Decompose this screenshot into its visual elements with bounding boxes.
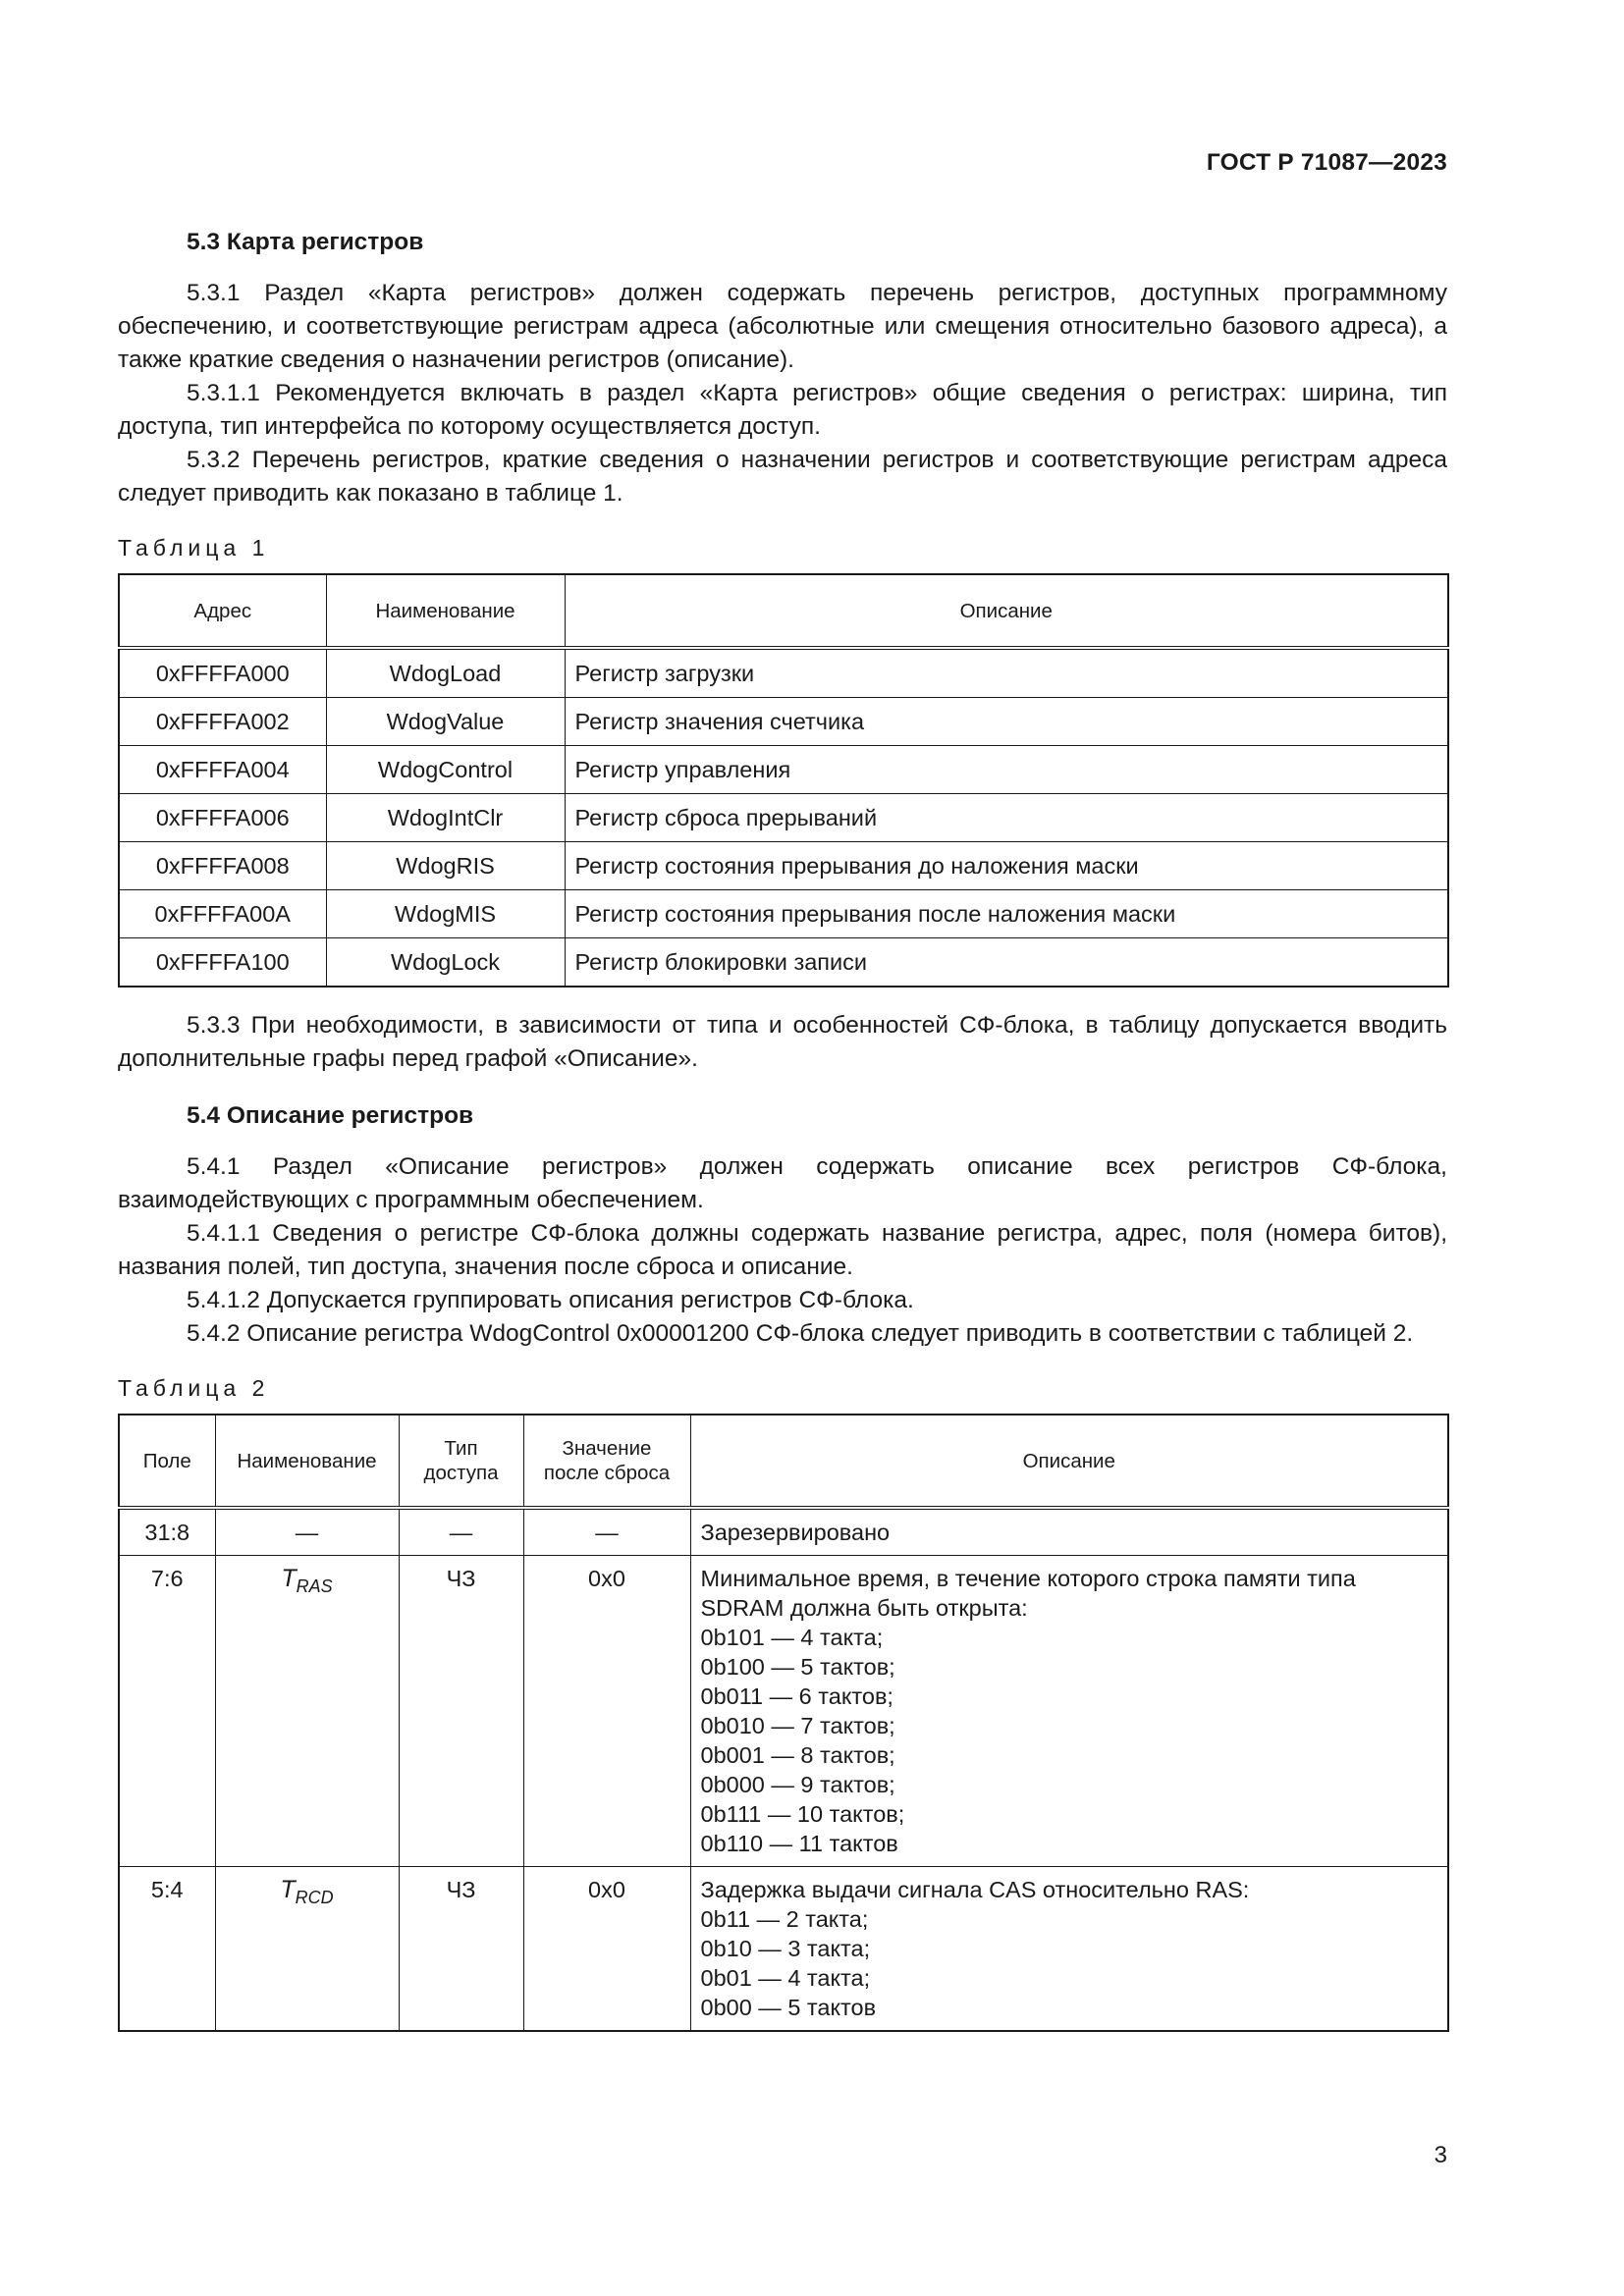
- table-2-label: Таблица 2: [118, 1375, 270, 1401]
- cell-access-type: ЧЗ: [399, 1556, 523, 1867]
- paragraph-5-4-1-1: 5.4.1.1 Сведения о регистре СФ-блока должны содержать название регистра, адрес, поля (номера битов), названия полей, тип доступа, значения после сброса и описание.: [118, 1220, 1447, 1280]
- table-1-body: [119, 648, 1448, 987]
- cell-name: [215, 1867, 399, 2032]
- table-1-header-row: [119, 574, 1448, 648]
- description-line: 0b01 — 4 такта;: [700, 1965, 871, 1991]
- cell-name: WdogLoad: [326, 648, 565, 698]
- paragraph-5-3-2: 5.3.2 Перечень регистров, краткие сведения о назначении регистров и соответствующие регистрам адреса следует приводить как показано в таблице 1.: [118, 447, 1447, 507]
- cell-address: 0xFFFFA100: [119, 938, 326, 988]
- table-2: [118, 1414, 1449, 2032]
- cell-field: 5:4: [119, 1867, 215, 2032]
- description-line: 0b111 — 10 тактов;: [700, 1801, 905, 1827]
- cell-name: WdogLock: [326, 938, 565, 988]
- column-header-access-type: [399, 1415, 523, 1508]
- paragraph-5-3-1: 5.3.1 Раздел «Карта регистров» должен содержать перечень регистров, доступных программному обеспечению, и соответствующие регистрам адреса (абсолютные или смещения относительно базового адреса), а также краткие сведения о назначении регистров (описание).: [118, 280, 1447, 373]
- cell-access-type: ЧЗ: [399, 1867, 523, 2032]
- cell-description: Регистр значения счетчика: [565, 698, 1448, 746]
- table-2-header-row: [119, 1415, 1448, 1508]
- page-number: 3: [1434, 2142, 1447, 2168]
- cell-address: 0xFFFFA008: [119, 842, 326, 890]
- column-header-reset-value: [523, 1415, 690, 1508]
- table-row: [119, 648, 1448, 698]
- cell-field: 31:8: [119, 1508, 215, 1556]
- symbol-subscript: RCD: [295, 1888, 334, 1907]
- description-line: 0b101 — 4 такта;: [700, 1625, 884, 1650]
- field-symbol: [281, 1565, 333, 1596]
- description-line: SDRAM должна быть открыта:: [700, 1595, 1028, 1621]
- document-id: ГОСТ Р 71087—2023: [1206, 149, 1447, 176]
- cell-name: WdogMIS: [326, 890, 565, 938]
- cell-name: [215, 1508, 399, 1556]
- cell-description: [690, 1867, 1448, 2032]
- description-line: Зарезервировано: [700, 1520, 891, 1545]
- cell-address: 0xFFFFA000: [119, 648, 326, 698]
- column-header-field: Поле: [119, 1415, 215, 1508]
- cell-name: WdogRIS: [326, 842, 565, 890]
- description-line: 0b10 — 3 такта;: [700, 1936, 871, 1961]
- cell-description: Регистр состояния прерывания после наложения маски: [565, 890, 1448, 938]
- cell-access-type: —: [399, 1508, 523, 1556]
- column-header-address: Адрес: [119, 574, 326, 648]
- section-heading-5-3: 5.3 Карта регистров: [187, 229, 424, 255]
- table-row: [119, 698, 1448, 746]
- table-row: [119, 890, 1448, 938]
- cell-description: Регистр сброса прерываний: [565, 794, 1448, 842]
- cell-name: WdogIntClr: [326, 794, 565, 842]
- cell-reset-value: 0x0: [523, 1556, 690, 1867]
- description-line: 0b001 — 8 тактов;: [700, 1742, 895, 1768]
- table-1-label: Таблица 1: [118, 535, 270, 561]
- table-row: [119, 794, 1448, 842]
- cell-description: Регистр управления: [565, 746, 1448, 794]
- symbol-subscript: RAS: [296, 1576, 333, 1596]
- content: [118, 226, 1447, 2032]
- column-header-name: Наименование: [215, 1415, 399, 1508]
- header-line: Значение: [562, 1437, 652, 1460]
- field-symbol: [280, 1876, 334, 1907]
- paragraph-5-4-1: 5.4.1 Раздел «Описание регистров» должен содержать описание всех регистров СФ-блока, взаимодействующих с программным обеспечением.: [118, 1153, 1447, 1213]
- description-line: 0b00 — 5 тактов: [700, 1995, 877, 2020]
- table-row: [119, 938, 1448, 988]
- description-line: 0b011 — 6 тактов;: [700, 1683, 893, 1709]
- cell-field: 7:6: [119, 1556, 215, 1867]
- description-line: 0b110 — 11 тактов: [700, 1831, 898, 1856]
- description-line: 0b010 — 7 тактов;: [700, 1713, 895, 1738]
- description-line: 0b100 — 5 тактов;: [700, 1654, 895, 1680]
- table-1: [118, 573, 1449, 988]
- description-line: 0b11 — 2 такта;: [700, 1906, 869, 1932]
- paragraph-5-4-2: 5.4.2 Описание регистра WdogControl 0x00001200 СФ-блока следует приводить в соответствии с таблицей 2.: [187, 1320, 1414, 1347]
- cell-reset-value: —: [523, 1508, 690, 1556]
- cell-name: WdogControl: [326, 746, 565, 794]
- section-heading-5-4: 5.4 Описание регистров: [187, 1102, 474, 1129]
- table-row: [119, 746, 1448, 794]
- symbol-base: T: [281, 1565, 297, 1592]
- paragraph-5-4-1-2: 5.4.1.2 Допускается группировать описания регистров СФ-блока.: [187, 1287, 914, 1313]
- description-line: Задержка выдачи сигнала CAS относительно RAS:: [700, 1877, 1250, 1902]
- table-row: [119, 1508, 1448, 1556]
- cell-address: 0xFFFFA006: [119, 794, 326, 842]
- header-line: Тип: [444, 1437, 478, 1460]
- cell-description: [690, 1508, 1448, 1556]
- description-line: 0b000 — 9 тактов;: [700, 1772, 895, 1797]
- cell-description: [690, 1556, 1448, 1867]
- description-line: Минимальное время, в течение которого строка памяти типа: [700, 1566, 1356, 1591]
- header-line: после сброса: [543, 1462, 671, 1484]
- cell-reset-value: 0x0: [523, 1867, 690, 2032]
- table-2-body: [119, 1508, 1448, 2031]
- header-line: доступа: [423, 1462, 499, 1484]
- cell-address: 0xFFFFA002: [119, 698, 326, 746]
- cell-name: [215, 1556, 399, 1867]
- column-header-description: Описание: [690, 1415, 1448, 1508]
- paragraph-5-3-1-1: 5.3.1.1 Рекомендуется включать в раздел «Карта регистров» общие сведения о регистрах: ширина, тип доступа, тип интерфейса по которому осуществляется доступ.: [118, 380, 1447, 440]
- cell-description: Регистр блокировки записи: [565, 938, 1448, 988]
- table-row: [119, 1867, 1448, 2032]
- cell-description: Регистр загрузки: [565, 648, 1448, 698]
- symbol-base: T: [280, 1876, 296, 1903]
- paragraph-5-3-3: 5.3.3 При необходимости, в зависимости от типа и особенностей СФ-блока, в таблицу допускается вводить дополнительные графы перед графой «Описание».: [118, 1012, 1447, 1072]
- column-header-name: Наименование: [326, 574, 565, 648]
- table-row: [119, 842, 1448, 890]
- cell-address: 0xFFFFA004: [119, 746, 326, 794]
- cell-name: WdogValue: [326, 698, 565, 746]
- column-header-description: Описание: [565, 574, 1448, 648]
- cell-address: 0xFFFFA00A: [119, 890, 326, 938]
- cell-description: Регистр состояния прерывания до наложения маски: [565, 842, 1448, 890]
- table-row: [119, 1556, 1448, 1867]
- symbol-base: —: [295, 1520, 319, 1545]
